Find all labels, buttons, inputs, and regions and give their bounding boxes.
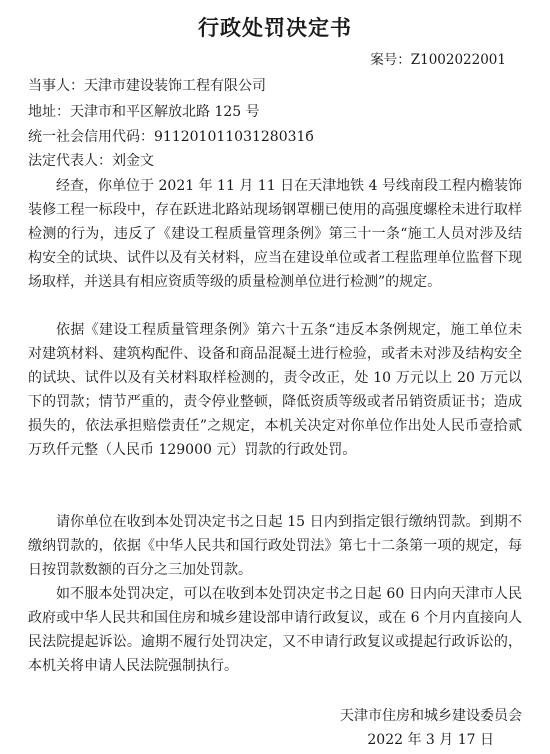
legal-rep-line	[28, 151, 528, 171]
issuer-name: 天津市住房和城乡建设委员会	[340, 708, 522, 724]
document-title: 行政处罚决定书	[198, 16, 352, 40]
party-line	[28, 76, 528, 96]
credit-code-line	[28, 127, 528, 147]
party-label: 当事人：	[28, 78, 84, 94]
issue-date: 2022 年 3 月 17 日	[367, 732, 494, 748]
paragraph-legal-basis: 依据《建设工程质量管理条例》第六十五条“违反本条例规定，施工单位未对建筑材料、建筑构配件、设备和商品混凝土进行检验，或者未对涉及结构安全的试块、试件以及有关材料取样检测的，责令改正，处 10 万元以上 20 万元以下的罚款；情节严重的，责令停业整顿，降低资质等级或者吊销资质证书；造成损失的，依法承担赔偿责任”之规定，本机关决定对你单位作出处人民币壹拾贰万玖仟元整（人民币 129000 元）罚款的行政处罚。	[28, 322, 522, 458]
case-number: 案号：Z1002022001	[370, 52, 506, 68]
address-label: 地址：	[28, 104, 70, 120]
paragraph-payment: 请你单位在收到本处罚决定书之日起 15 日内到指定银行缴纳罚款。到期不缴纳罚款的，依据《中华人民共和国行政处罚法》第七十二条第一项的规定，每日按罚款数额的百分之三加处罚款。	[28, 514, 522, 578]
paragraph-findings: 经查，你单位于 2021 年 11 月 11 日在天津地铁 4 号线南段工程内檐装饰装修工程一标段中，存在跃进北路站现场钢罩棚已使用的高强度螺栓未进行取样检测的行为，违反了《建设工程质量管理条例》第三十一条“施工人员对涉及结构安全的试块、试件以及有关材料，应当在建设单位或者工程监理单位监督下现场取样，并送具有相应资质等级的质量检测单位进行检测”的规定。	[28, 178, 522, 290]
legal-rep-label: 法定代表人：	[28, 153, 112, 169]
party-value: 天津市建设装饰工程有限公司	[84, 78, 266, 94]
address-value: 天津市和平区解放北路 125 号	[70, 104, 260, 120]
address-line	[28, 102, 528, 122]
legal-rep-value: 刘金文	[112, 153, 154, 169]
paragraph-appeal-rights: 如不服本处罚决定，可以在收到本处罚决定书之日起 60 日内向天津市人民政府或中华人民共和国住房和城乡建设部申请行政复议，或在 6 个月内直接向人民法院提起诉讼。逾期不履行处罚决定，又不申请行政复议或提起行政诉讼的，本机关将申请人民法院强制执行。	[28, 586, 522, 674]
credit-code-label: 统一社会信用代码：	[28, 129, 154, 145]
credit-code-value: 91120101103128031б	[154, 129, 314, 145]
